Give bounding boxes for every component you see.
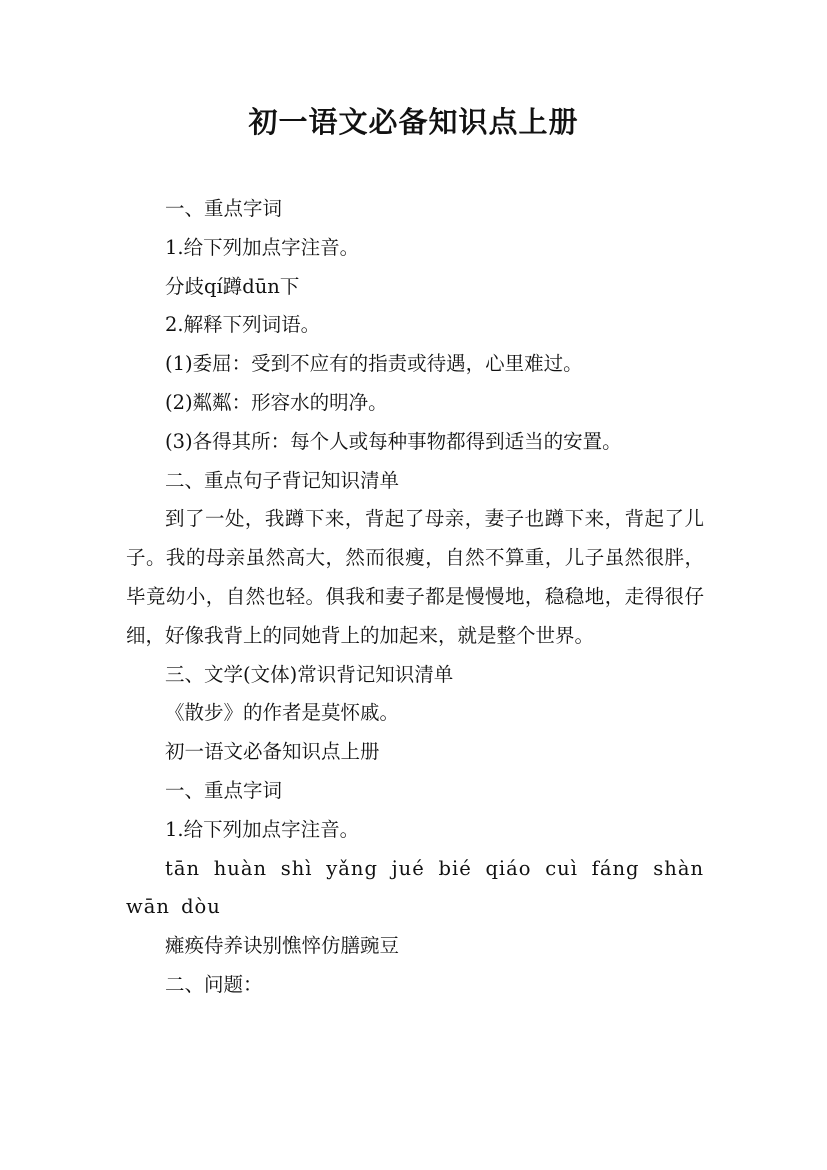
section-heading: 一、重点字词 [165,778,283,802]
section-heading: 二、问题： [165,972,263,996]
question-line: 2.解释下列词语。 [165,313,321,337]
definition-line: (2)粼粼：形容水的明净。 [165,390,388,414]
quote-paragraph: 到了一处，我蹲下来，背起了母亲，妻子也蹲下来，背起了儿子。我的母亲虽然高大，然而很瘦，自然不算重，儿子虽然很胖，毕竟幼小，自然也轻。俱我和妻子都是慢慢地，稳稳地，走得很仔细，好像我背上的同她背上的加起来，就是整个世界。 [126,507,704,647]
definition-line: (3)各得其所：每个人或每种事物都得到适当的安置。 [165,429,622,453]
question-line: 1.给下列加点字注音。 [165,817,360,841]
fact-line: 《散步》的作者是莫怀戚。 [165,701,400,725]
section-heading: 二、重点句子背记知识清单 [165,468,400,492]
subtitle-line: 初一语文必备知识点上册 [165,740,380,764]
answer-line: 分歧qí蹲dūn下 [165,274,300,298]
document-title: 初一语文必备知识点上册 [248,105,579,139]
section-heading: 三、文学(文体)常识背记知识清单 [165,662,454,686]
question-line: 1.给下列加点字注音。 [165,235,360,259]
definition-line: (1)委屈：受到不应有的指责或待遇，心里难过。 [165,352,583,376]
pinyin-line: tān huàn shì yǎng jué bié qiáo cuì fáng shàn wān dòu [126,856,704,919]
vocabulary-line: 瘫痪侍养诀别憔悴仿膳豌豆 [165,934,400,958]
section-heading: 一、重点字词 [165,197,283,220]
document-body [126,190,704,1005]
